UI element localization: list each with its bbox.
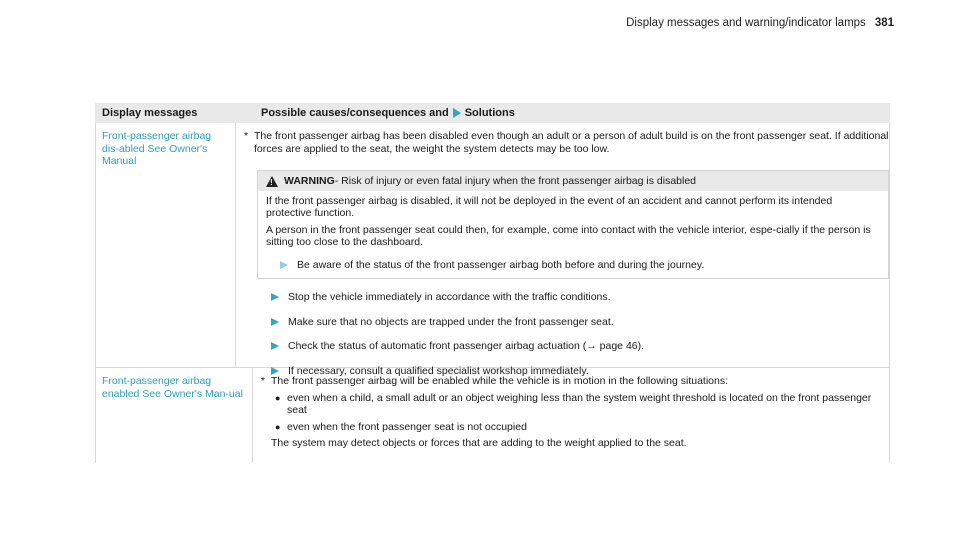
cause-paragraph [261, 375, 889, 388]
action-item [271, 291, 889, 304]
display-messages-table [95, 103, 890, 463]
warning-label: WARNING [284, 175, 335, 187]
bullet-icon: ● [275, 392, 281, 403]
table-row [95, 123, 890, 377]
warning-paragraph: If the front passenger airbag is disabled, it will not be deployed in the event of an accident and cannot perform its intended protective function. [266, 194, 833, 219]
display-message-airbag-enabled: Front-passenger airbag enabled See Owner's Man-ual [95, 368, 253, 463]
warning-header [258, 171, 888, 191]
action-text: Stop the vehicle immediately in accordance with the traffic conditions. [288, 291, 611, 303]
note-text: The system may detect objects or forces that are adding to the weight applied to the seat. [271, 437, 687, 449]
bullet-icon: ● [275, 421, 281, 432]
warning-box [257, 170, 889, 279]
list-item [275, 421, 889, 434]
action-text: Check the status of automatic front passenger airbag actuation (→ page 46). [288, 340, 645, 352]
action-list [257, 279, 889, 377]
action-text: If necessary, consult a qualified specialist workshop immediately. [288, 364, 589, 377]
action-text: Make sure that no objects are trapped under the front passenger seat. [288, 315, 614, 328]
asterisk-icon: * [244, 130, 249, 142]
cause-paragraph [244, 130, 889, 155]
column-header-display-messages: Display messages [102, 107, 198, 119]
page-header [626, 17, 894, 29]
warning-paragraph: A person in the front passenger seat could then, for example, come into contact with the vehicle interior, espe-cially if the person is sitting too close to the dashboard. [266, 223, 871, 248]
warning-body [258, 191, 888, 272]
section-title: Display messages and warning/indicator lamps [626, 17, 866, 29]
causes-cell [253, 368, 890, 463]
cause-text: The front passenger airbag has been disabled even though an adult or a person of adult build is on the front passenger seat. If additional forces are applied to the seat, the weight the system detects may be too low. [254, 130, 889, 155]
action-arrow-icon [280, 261, 288, 269]
column-header-causes-solutions [253, 107, 515, 119]
action-arrow-icon [271, 318, 279, 326]
bullet-text: even when the front passenger seat is not occupied [287, 420, 527, 433]
solution-arrow-icon [453, 108, 461, 118]
action-item [271, 316, 889, 329]
action-item [271, 340, 889, 353]
bullet-list [275, 392, 889, 434]
table-header [95, 103, 890, 123]
asterisk-icon: * [261, 375, 266, 387]
action-arrow-icon [271, 293, 279, 301]
table-row [95, 368, 890, 463]
warning-triangle-icon [266, 176, 278, 187]
column-header-causes-label: Possible causes/consequences and [261, 107, 449, 119]
warning-title: - Risk of injury or even fatal injury when the front passenger airbag is disabled [334, 175, 697, 187]
action-arrow-icon [271, 342, 279, 350]
display-message-airbag-disabled: Front-passenger airbag dis-abled See Owner's Manual [95, 123, 236, 367]
column-header-solutions-label: Solutions [464, 107, 515, 119]
page-number: 381 [874, 17, 894, 29]
causes-cell [236, 123, 890, 377]
warning-instruction-text: Be aware of the status of the front passenger airbag both before and during the journey. [297, 258, 705, 271]
cause-text: The front passenger airbag will be enabled while the vehicle is in motion in the following situations: [271, 375, 729, 387]
bullet-text: even when a child, a small adult or an object weighing less than the system weight threshold is located on the front passenger seat [287, 391, 872, 416]
list-item [275, 392, 889, 417]
warning-instruction [280, 259, 880, 272]
